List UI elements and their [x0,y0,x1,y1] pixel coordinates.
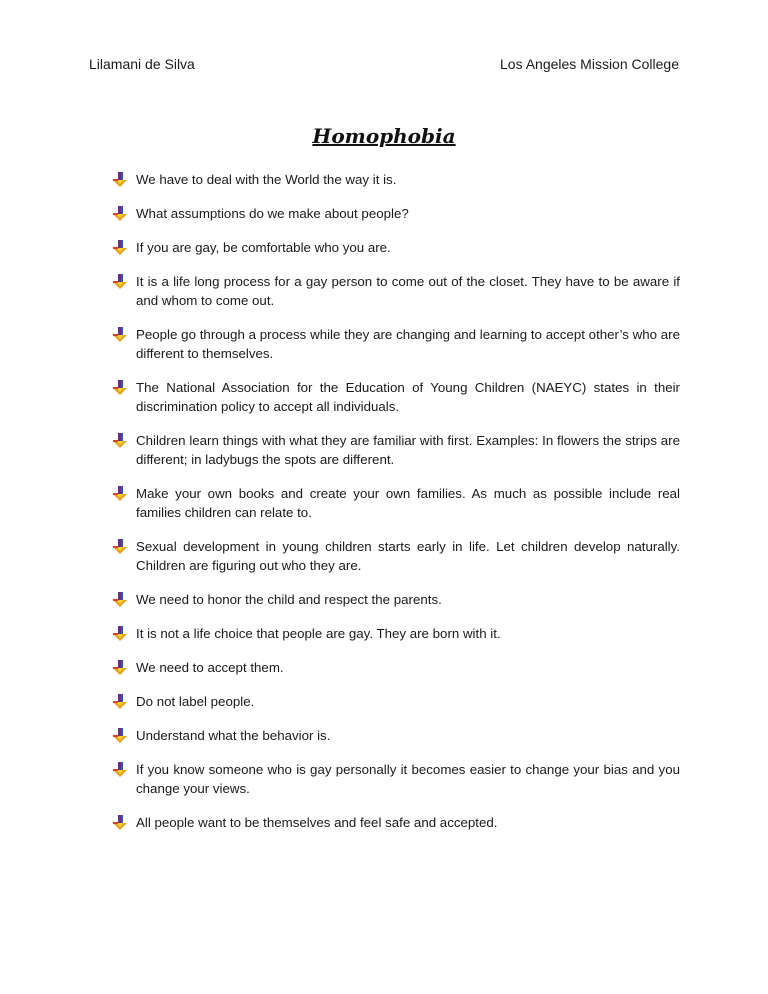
arrow-down-bullet-icon [112,592,128,608]
arrow-down-bullet-icon [112,327,128,343]
bullet-text: We need to honor the child and respect the parents. [136,592,442,607]
arrow-down-bullet-icon [112,539,128,555]
bullet-item [112,813,680,832]
arrow-down-bullet-icon [112,274,128,290]
bullet-item [112,272,680,310]
bullet-text: Do not label people. [136,694,255,709]
arrow-down-bullet-icon [112,380,128,396]
bullet-item [112,378,680,416]
bullet-item [112,726,680,745]
bullet-item [112,484,680,522]
bullet-text: We need to accept them. [136,660,284,675]
arrow-down-bullet-icon [112,728,128,744]
bullet-item [112,238,680,257]
arrow-down-bullet-icon [112,486,128,502]
bullet-text: All people want to be themselves and feel safe and accepted. [136,815,498,830]
bullet-item [112,692,680,711]
bullet-item [112,658,680,677]
bullet-text: We have to deal with the World the way it is. [136,172,397,187]
page-header [89,56,679,76]
bullet-item [112,204,680,223]
bullet-text: It is a life long process for a gay person to come out of the closet. They have to be aware if and whom to come out. [136,274,680,308]
arrow-down-bullet-icon [112,206,128,222]
header-institution: Los Angeles Mission College [500,56,679,72]
bullet-text: Children learn things with what they are familiar with first. Examples: In flowers the strips are different; in ladybugs the spots are different. [136,433,680,467]
bullet-text: What assumptions do we make about people? [136,206,409,221]
bullet-list [112,170,680,847]
arrow-down-bullet-icon [112,626,128,642]
document-title: Homophobia [312,124,456,148]
bullet-item [112,624,680,643]
bullet-text: It is not a life choice that people are gay. They are born with it. [136,626,501,641]
bullet-item [112,170,680,189]
arrow-down-bullet-icon [112,240,128,256]
bullet-text: If you are gay, be comfortable who you are. [136,240,391,255]
arrow-down-bullet-icon [112,660,128,676]
bullet-item [112,760,680,798]
bullet-item [112,431,680,469]
arrow-down-bullet-icon [112,762,128,778]
arrow-down-bullet-icon [112,172,128,188]
bullet-text: If you know someone who is gay personally it becomes easier to change your bias and you change your views. [136,762,680,796]
bullet-text: Understand what the behavior is. [136,728,331,743]
bullet-item [112,537,680,575]
bullet-text: Make your own books and create your own families. As much as possible include real families children can relate to. [136,486,680,520]
bullet-item [112,590,680,609]
bullet-text: Sexual development in young children starts early in life. Let children develop naturally. Children are figuring out who they are. [136,539,680,573]
bullet-item [112,325,680,363]
bullet-text: The National Association for the Education of Young Children (NAEYC) states in their discrimination policy to accept all individuals. [136,380,680,414]
header-author: Lilamani de Silva [89,56,195,72]
bullet-text: People go through a process while they are changing and learning to accept other’s who are different to themselves. [136,327,680,361]
arrow-down-bullet-icon [112,433,128,449]
arrow-down-bullet-icon [112,815,128,831]
arrow-down-bullet-icon [112,694,128,710]
